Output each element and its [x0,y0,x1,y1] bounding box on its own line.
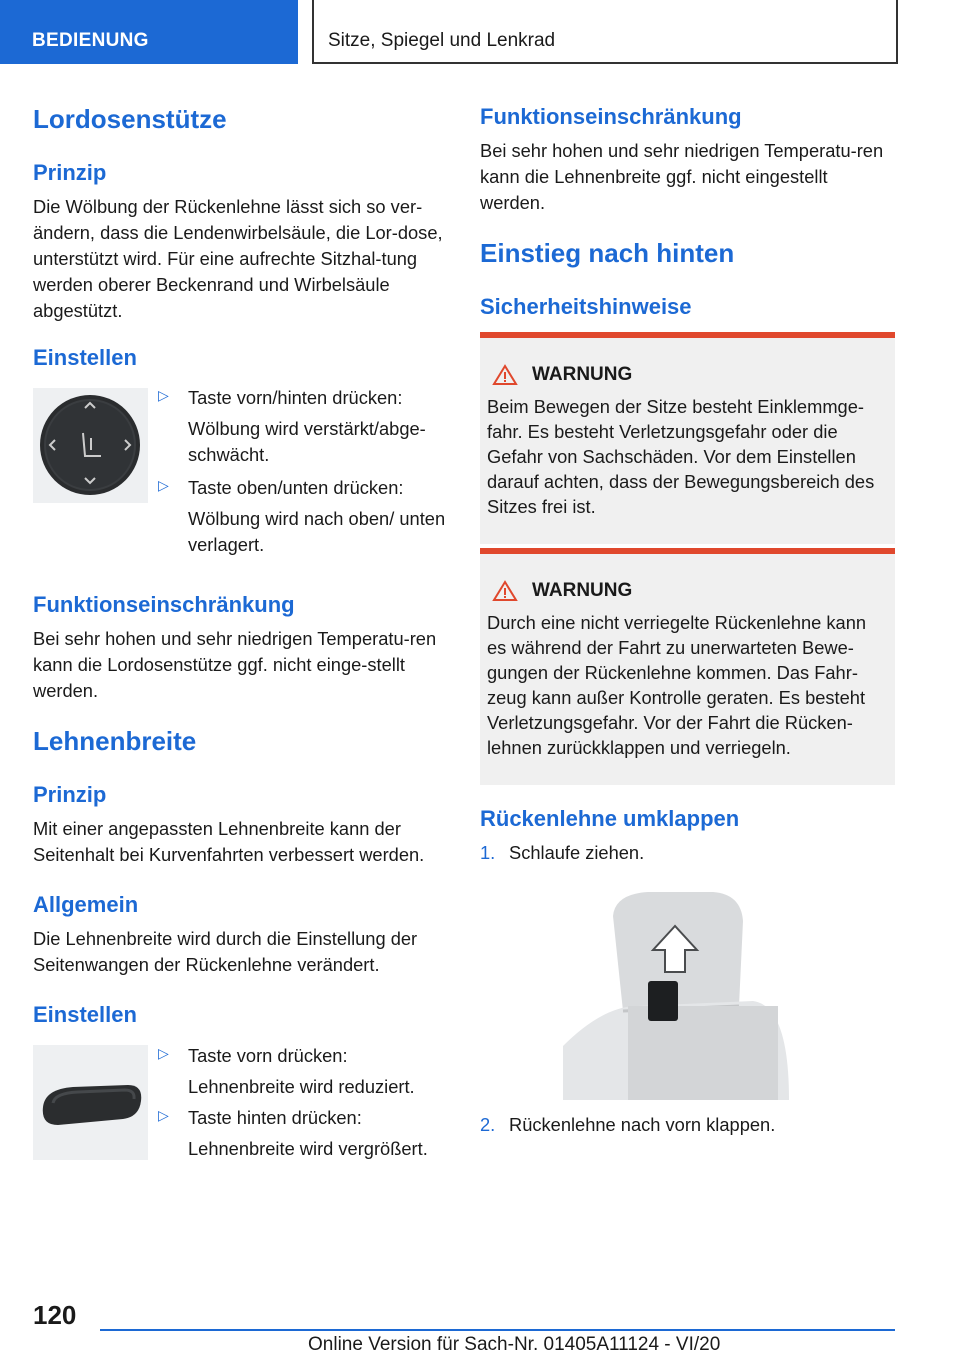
warning-box [480,332,895,544]
triangle-bullet-icon: ▷ [158,477,169,493]
seat-illustration [563,886,789,1100]
list-item-result: Lehnenbreite wird reduziert. [188,1076,415,1097]
warning-triangle-icon [492,580,518,602]
heading-lehnenbreite: Lehnenbreite [33,726,197,756]
footer-divider [100,1329,895,1331]
warning-text: Durch eine nicht verriegelte Rückenlehne kann es während der Fahrt zu unerwarteten Bewe-gungen der Rückenlehne kommen. Das Fahr-zeug kann außer Kontrolle geraten. Es besteht Verletzungsgefahr. Vor der Fahrt die Rücken-lehnen zurückklappen und verriegeln. [487,612,867,758]
width-switch-image [33,1045,148,1160]
warning-label: WARNUNG [532,364,633,385]
paragraph-funktion-2: Bei sehr hohen und sehr niedrigen Temperatu-ren kann die Lehnenbreite ggf. nicht eingestellt werden. [480,140,884,213]
paragraph-allgemein: Die Lehnenbreite wird durch die Einstellung der Seitenwangen der Rückenlehne verändert. [33,928,418,975]
heading-prinzip-2: Prinzip [33,782,107,807]
paragraph-prinzip-2: Mit einer angepassten Lehnenbreite kann der Seitenhalt bei Kurvenfahrten verbessert werden. [33,818,425,865]
warning-text: Beim Bewegen der Sitze besteht Einklemmge-fahr. Es besteht Verletzungsgefahr oder die Gefahr von Sachschäden. Vor dem Einstellen darauf achten, dass der Bewegungsbereich des Sitzes frei ist. [487,396,875,517]
lordose-switch-image [33,388,148,503]
heading-prinzip-1: Prinzip [33,160,107,185]
heading-sicherheit: Sicherheitshinweise [480,294,692,319]
list-item [158,1043,448,1100]
triangle-bullet-icon: ▷ [158,1045,169,1061]
warning-triangle-icon [492,364,518,386]
heading-einstellen-2: Einstellen [33,1002,137,1027]
list-item-action: Taste hinten drücken: [188,1107,362,1128]
online-version-note: Online Version für Sach-Nr. 01405A11124 - VI/20 [308,1334,721,1355]
heading-funktion-2: Funktionseinschränkung [480,104,742,129]
heading-umklappen: Rückenlehne umklappen [480,806,740,831]
section-label: BEDIENUNG [32,30,149,51]
heading-einstieg: Einstieg nach hinten [480,238,735,268]
list-item-action: Taste vorn/hinten drücken: [188,387,403,408]
list-item-action: Taste vorn drücken: [188,1045,348,1066]
step-text: Schlaufe ziehen. [509,842,645,863]
warning-box [480,548,895,785]
section-tab [0,0,298,64]
paragraph-prinzip-1: Die Wölbung der Rückenlehne lässt sich so ver-ändern, dass die Lendenwirbelsäule, die Lor-dose, unterstützt wird. Für eine aufrechte Sitzhal-tung werden oberer Beckenrand und Wirbelsäule abgestützt. [33,196,443,321]
triangle-bullet-icon: ▷ [158,1107,169,1123]
step-number: 2. [480,1114,496,1135]
step-text: Rückenlehne nach vorn klappen. [509,1114,776,1135]
heading-lordose: Lordosenstütze [33,104,227,134]
chapter-tab [312,0,898,64]
step-number: 1. [480,842,496,863]
list-item-result: Wölbung wird verstärkt/abge-schwächt. [188,418,426,465]
chapter-label: Sitze, Spiegel und Lenkrad [328,30,556,51]
heading-einstellen-1: Einstellen [33,345,137,370]
heading-funktion-1: Funktionseinschränkung [33,592,295,617]
list-item-result: Lehnenbreite wird vergrößert. [188,1138,428,1159]
page-number: 120 [33,1300,77,1330]
warning-label: WARNUNG [532,580,633,601]
paragraph-funktion-1: Bei sehr hohen und sehr niedrigen Temperatu-ren kann die Lordosenstütze ggf. nicht einge-stellt werden. [33,628,437,701]
list-item [158,385,448,468]
heading-allgemein: Allgemein [33,892,139,917]
list-item [158,1105,448,1162]
step-2 [480,1112,776,1138]
list-item-action: Taste oben/unten drücken: [188,477,404,498]
triangle-bullet-icon: ▷ [158,387,169,403]
list-item [158,475,448,558]
list-item-result: Wölbung wird nach oben/ unten verlagert. [188,508,446,555]
step-1 [480,840,645,866]
